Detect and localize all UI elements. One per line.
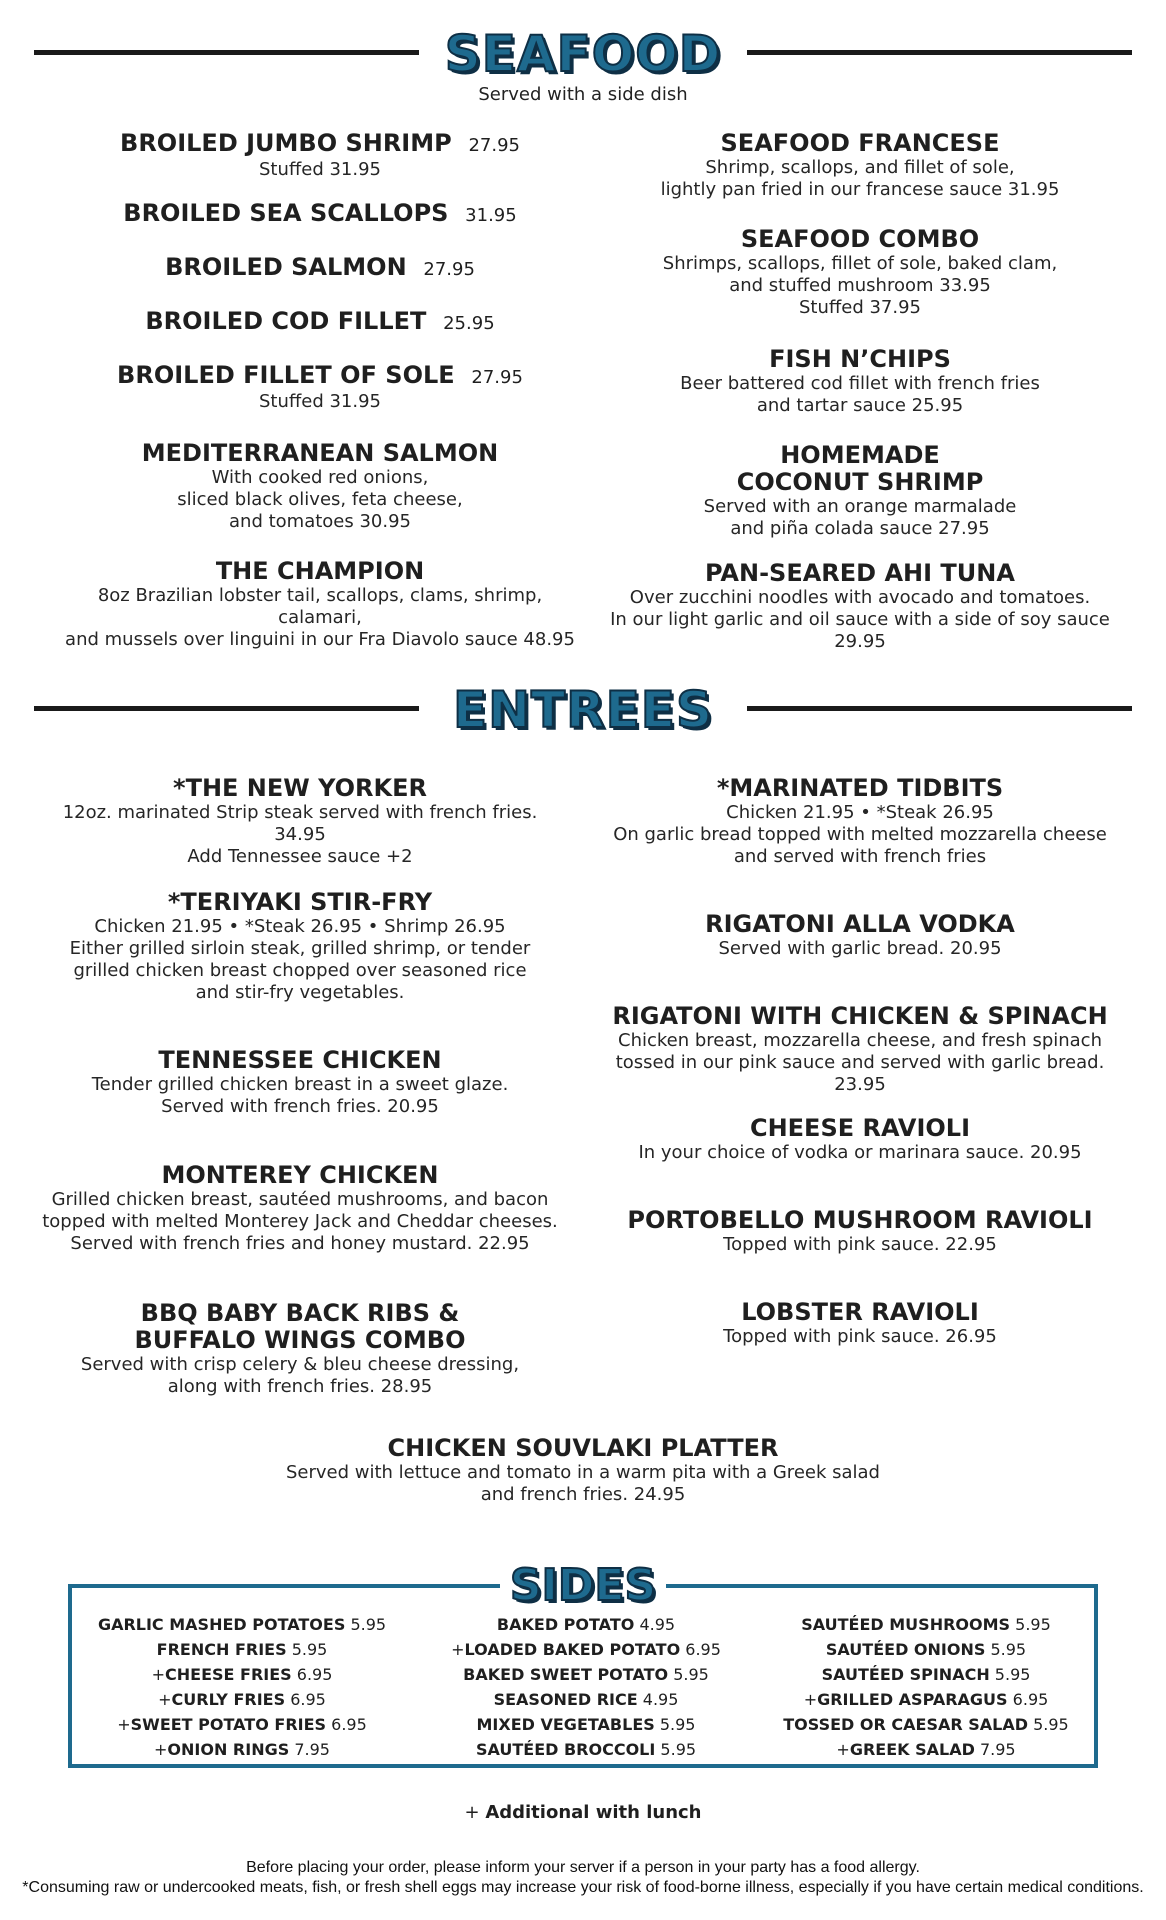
item-desc: In our light garlic and oil sauce with a side of soy sauce 29.95 <box>610 609 1110 652</box>
sides-column-1 <box>82 1612 402 1762</box>
item-desc: Shrimps, scallops, fillet of sole, baked clam, <box>662 253 1058 274</box>
entrees-left-column <box>40 775 560 1398</box>
menu-item <box>40 1047 560 1162</box>
item-price: 25.95 <box>443 313 495 334</box>
menu-item <box>590 775 1130 911</box>
item-desc: On garlic bread topped with melted mozzarella cheese <box>613 824 1107 845</box>
side-item: +SWEET POTATO FRIES 6.95 <box>117 1715 367 1734</box>
menu-item <box>590 130 1130 226</box>
item-desc: Over zucchini noodles with avocado and tomatoes. <box>629 587 1091 608</box>
item-desc: Grilled chicken breast, sautéed mushrooms, and bacon <box>51 1189 549 1210</box>
menu-item <box>60 308 580 362</box>
item-desc: 8oz Brazilian lobster tail, scallops, clams, shrimp, calamari, <box>97 585 543 628</box>
plus-symbol: + <box>464 1802 480 1823</box>
item-name: CHICKEN SOUVLAKI PLATTER <box>387 1434 779 1462</box>
item-name: RIGATONI WITH CHICKEN & SPINACH <box>612 1002 1108 1030</box>
item-desc: Served with garlic bread. 20.95 <box>718 938 1002 959</box>
entrees-center-item <box>183 1435 983 1506</box>
item-desc: Topped with pink sauce. 22.95 <box>723 1234 997 1255</box>
seafood-title: SEAFOOD <box>444 25 722 83</box>
menu-item <box>40 889 560 1047</box>
side-item: +CHEESE FRIES 6.95 <box>151 1665 333 1684</box>
item-desc: Served with french fries and honey mustard. 22.95 <box>70 1233 530 1254</box>
side-item: SAUTÉED BROCCOLI 5.95 <box>475 1740 697 1759</box>
item-name: BROILED SALMON <box>165 253 407 281</box>
menu-item <box>590 1207 1130 1299</box>
item-desc: and tartar sauce 25.95 <box>756 395 964 416</box>
lunch-note <box>0 1802 1166 1823</box>
menu-item <box>40 1162 560 1300</box>
menu-item <box>590 346 1130 442</box>
item-name: CHEESE RAVIOLI <box>749 1114 971 1142</box>
item-desc: and tomatoes 30.95 <box>229 511 411 532</box>
menu-item <box>60 130 580 200</box>
item-desc: Served with an orange marmalade <box>703 496 1017 517</box>
item-desc: and french fries. 24.95 <box>480 1484 686 1505</box>
item-name: MONTEREY CHICKEN <box>161 1161 439 1189</box>
side-item: MIXED VEGETABLES 5.95 <box>476 1715 696 1734</box>
entrees-header <box>0 680 1166 740</box>
menu-item <box>60 440 580 558</box>
item-name: BROILED SEA SCALLOPS <box>123 199 449 227</box>
item-desc: In your choice of vodka or marinara sauce. 20.95 <box>638 1142 1082 1163</box>
item-name: FISH N’CHIPS <box>769 345 951 373</box>
item-desc: and mussels over linguini in our Fra Diavolo sauce 48.95 <box>65 629 575 650</box>
item-name: BROILED FILLET OF SOLE <box>117 361 455 389</box>
seafood-left-column <box>60 130 580 651</box>
side-item: SEASONED RICE 4.95 <box>493 1690 679 1709</box>
menu-item <box>590 442 1130 560</box>
item-desc: and stuffed mushroom 33.95 <box>729 275 991 296</box>
side-item: +LOADED BAKED POTATO 6.95 <box>451 1640 721 1659</box>
item-desc: Shrimp, scallops, and fillet of sole, <box>705 157 1015 178</box>
item-desc: With cooked red onions, <box>211 467 429 488</box>
item-desc: Served with french fries. 20.95 <box>161 1096 439 1117</box>
item-name: PAN-SEARED AHI TUNA <box>705 559 1015 587</box>
item-name: *TERIYAKI STIR-FRY <box>167 888 433 916</box>
item-desc: and stir-fry vegetables. <box>195 982 405 1003</box>
seafood-subtitle: Served with a side dish <box>478 84 688 105</box>
allergy-notice: Before placing your order, please inform your server if a person in your party has a food allergy. <box>246 1859 920 1876</box>
item-desc: 12oz. marinated Strip steak served with french fries. 34.95 <box>62 802 538 845</box>
item-price: 27.95 <box>471 367 523 388</box>
item-name: *THE NEW YORKER <box>173 774 427 802</box>
item-name: TENNESSEE CHICKEN <box>158 1046 442 1074</box>
item-name: RIGATONI ALLA VODKA <box>705 910 1015 938</box>
item-name-line2: COCONUT SHRIMP <box>736 468 984 496</box>
menu-item <box>590 226 1130 346</box>
seafood-header <box>0 24 1166 84</box>
side-item: GARLIC MASHED POTATOES 5.95 <box>97 1615 387 1634</box>
item-desc: Topped with pink sauce. 26.95 <box>723 1326 997 1347</box>
menu-item <box>590 560 1130 653</box>
sides-title: SIDES <box>500 1560 666 1611</box>
item-desc: Stuffed 37.95 <box>798 297 922 318</box>
item-name: THE CHAMPION <box>215 557 425 585</box>
menu-item <box>60 362 580 440</box>
item-desc: and served with french fries <box>733 846 987 867</box>
item-desc: tossed in our pink sauce and served with garlic bread. 23.95 <box>615 1052 1105 1095</box>
side-item: SAUTÉED MUSHROOMS 5.95 <box>801 1615 1051 1634</box>
item-desc: Tender grilled chicken breast in a sweet glaze. <box>91 1074 509 1095</box>
item-name: HOMEMADE <box>780 441 940 469</box>
side-item: SAUTÉED ONIONS 5.95 <box>825 1640 1027 1659</box>
item-price: 27.95 <box>468 135 520 156</box>
menu-item <box>60 200 580 254</box>
item-name: SEAFOOD FRANCESE <box>720 129 1000 157</box>
item-name: BROILED JUMBO SHRIMP <box>120 129 452 157</box>
menu-item <box>590 911 1130 1003</box>
item-name: *MARINATED TIDBITS <box>716 774 1004 802</box>
item-desc: grilled chicken breast chopped over seasoned rice <box>73 960 527 981</box>
item-desc: Beer battered cod fillet with french fries <box>680 373 1040 394</box>
item-desc: topped with melted Monterey Jack and Cheddar cheeses. <box>42 1211 558 1232</box>
entrees-title: ENTREES <box>453 681 713 739</box>
item-desc: along with french fries. 28.95 <box>167 1376 433 1397</box>
sides-title-wrap <box>0 1560 1166 1612</box>
side-item: FRENCH FRIES 5.95 <box>156 1640 328 1659</box>
side-item: +GREEK SALAD 7.95 <box>836 1740 1016 1759</box>
side-item: TOSSED OR CAESAR SALAD 5.95 <box>783 1715 1069 1734</box>
menu-item <box>590 1003 1130 1115</box>
menu-item <box>40 1300 560 1398</box>
item-desc: Served with lettuce and tomato in a warm pita with a Greek salad <box>286 1462 880 1483</box>
menu-item <box>40 775 560 889</box>
item-desc: Add Tennessee sauce +2 <box>187 846 413 867</box>
sides-column-3 <box>766 1612 1086 1762</box>
item-name: BROILED COD FILLET <box>145 307 427 335</box>
item-name: MEDITERRANEAN SALMON <box>141 439 499 467</box>
item-desc: Chicken 21.95 • *Steak 26.95 • Shrimp 26.95 <box>94 916 506 937</box>
lunch-note-text: Additional with lunch <box>485 1802 702 1823</box>
menu-item <box>590 1299 1130 1348</box>
item-name: PORTOBELLO MUSHROOM RAVIOLI <box>627 1206 1093 1234</box>
item-name: LOBSTER RAVIOLI <box>741 1298 979 1326</box>
item-desc: Stuffed 31.95 <box>258 159 382 180</box>
consumption-warning: *Consuming raw or undercooked meats, fish, or fresh shell eggs may increase your risk of food-borne illness, especially if you have certain medical conditions. <box>22 1879 1144 1896</box>
side-item: +CURLY FRIES 6.95 <box>158 1690 326 1709</box>
item-desc: and piña colada sauce 27.95 <box>730 518 990 539</box>
item-name-line2: BUFFALO WINGS COMBO <box>134 1326 466 1354</box>
seafood-right-column <box>590 130 1130 653</box>
item-name: SEAFOOD COMBO <box>740 225 980 253</box>
side-item: BAKED SWEET POTATO 5.95 <box>463 1665 709 1684</box>
item-desc: sliced black olives, feta cheese, <box>177 489 463 510</box>
menu-item <box>60 558 580 651</box>
side-item: +GRILLED ASPARAGUS 6.95 <box>803 1690 1049 1709</box>
item-desc: lightly pan fried in our francese sauce 31.95 <box>660 179 1060 200</box>
sides-column-2 <box>426 1612 746 1762</box>
menu-item <box>60 254 580 308</box>
item-desc: Chicken 21.95 • *Steak 26.95 <box>726 802 994 823</box>
item-name: BBQ BABY BACK RIBS & <box>140 1299 460 1327</box>
side-item: +ONION RINGS 7.95 <box>154 1740 330 1759</box>
item-price: 31.95 <box>465 205 517 226</box>
menu-item <box>590 1115 1130 1207</box>
side-item: BAKED POTATO 4.95 <box>496 1615 676 1634</box>
side-item: SAUTÉED SPINACH 5.95 <box>821 1665 1031 1684</box>
item-price: 27.95 <box>423 259 475 280</box>
item-desc: Chicken breast, mozzarella cheese, and fresh spinach <box>618 1030 1102 1051</box>
item-desc: Served with crisp celery & bleu cheese dressing, <box>80 1354 520 1375</box>
item-desc: Either grilled sirloin steak, grilled shrimp, or tender <box>69 938 531 959</box>
entrees-right-column <box>590 775 1130 1348</box>
item-desc: Stuffed 31.95 <box>258 391 382 412</box>
